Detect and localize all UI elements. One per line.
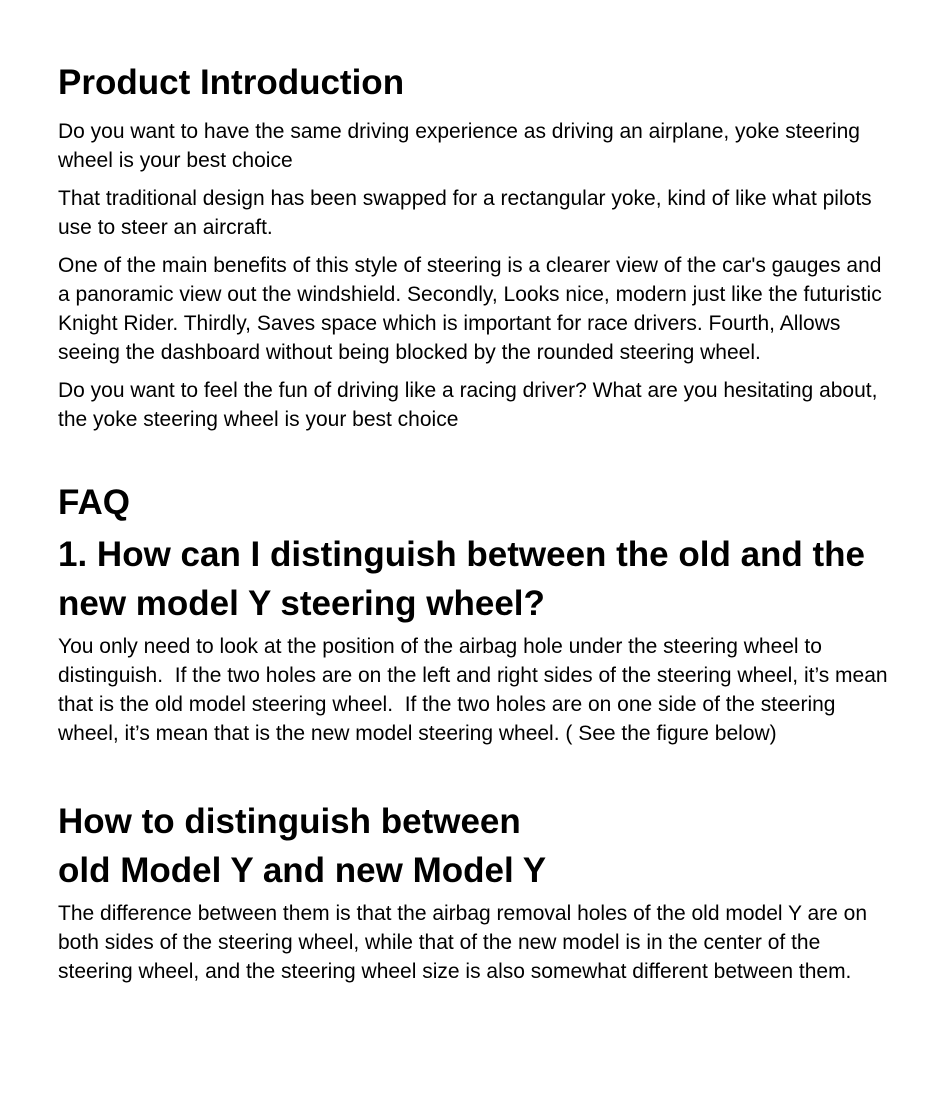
faq-question-1: 1. How can I distinguish between the old and the new model Y steering wheel? [58,535,866,623]
distinguish-heading [58,797,892,895]
distinguish-section [58,797,892,986]
distinguish-heading-line-1: How to distinguish between [58,802,521,841]
faq-answer-1: You only need to look at the position of the airbag hole under the steering wheel to distinguish. If the two holes are on the left and right sides of the steering wheel, it’s mean that is the old model steering wheel. If the two holes are on one side of the steering wheel, it’s mean that is the new model steering wheel. ( See the figure below) [58,635,894,745]
product-introduction-section [58,62,892,434]
intro-paragraph-4: Do you want to feel the fun of driving like a racing driver? What are you hesitating about, the yoke steering wheel is your best choice [58,379,884,431]
faq-heading: FAQ [58,483,130,522]
intro-paragraph-3: One of the main benefits of this style of steering is a clearer view of the car's gauges and a panoramic view out the windshield. Secondly, Looks nice, modern just like the futuristic Knight Rider. Thirdly, Saves space which is important for race drivers. Fourth, Allows seeing the dashboard without being blocked by the rounded steering wheel. [58,254,888,364]
intro-paragraph-2: That traditional design has been swapped for a rectangular yoke, kind of like what pilots use to steer an aircraft. [58,187,878,239]
section-spacer [58,757,892,797]
faq-section [58,482,892,748]
product-introduction-heading: Product Introduction [58,63,405,102]
intro-paragraph-1: Do you want to have the same driving experience as driving an airplane, yoke steering wheel is your best choice [58,120,866,172]
distinguish-heading-line-2: old Model Y and new Model Y [58,851,547,890]
section-spacer [58,443,892,482]
distinguish-paragraph: The difference between them is that the airbag removal holes of the old model Y are on both sides of the steering wheel, while that of the new model is in the center of the steering wheel, and the steering wheel size is also somewhat different between them. [58,902,873,983]
